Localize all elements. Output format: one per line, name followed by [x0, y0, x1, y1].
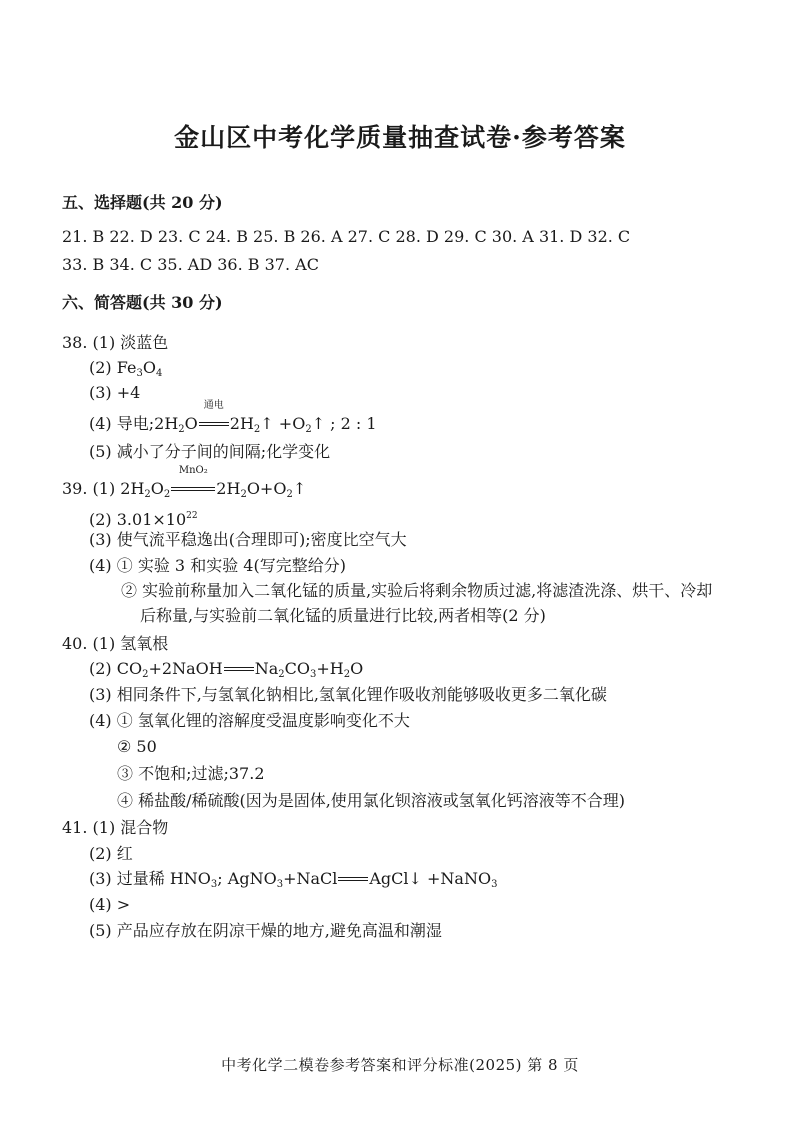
q41-answer-1: 41. (1) 混合物 — [62, 818, 169, 837]
choice-answers-line-1: 21. B 22. D 23. C 24. B 25. B 26. A 27. C 28. D 29. C 30. A 31. D 32. C — [62, 227, 631, 246]
q39-answer-4-part-2-cont: 后称量,与实验前二氧化锰的质量进行比较,两者相等(2 分) — [140, 606, 546, 625]
reaction-equals-sign — [224, 658, 254, 680]
reaction-condition-arrow: 通电 — [199, 413, 229, 435]
q40-answer-2: (2) $CO_2+2NaOH$ $Na_2CO_3+H_2O$ — [89, 659, 364, 680]
q40-answer-4-part-2: ② 50 — [117, 737, 157, 756]
q39-answer-1: 39. (1) $2H_2O_2$ MnO₂ $2H_2O+O_2↑$ — [62, 465, 307, 500]
q38-answer-4: (4) 导电$;2H_2O$ 通电 $2H_2↑$ $+O_2↑$ ; 2 : 1 — [89, 400, 377, 435]
section-5-heading: 五、选择题(共 20 分) — [62, 193, 223, 212]
choice-answers-line-2: 33. B 34. C 35. AD 36. B 37. AC — [62, 255, 319, 274]
q40-answer-4-part-3: ③ 不饱和;过滤;37.2 — [117, 764, 265, 783]
q40-answer-3: (3) 相同条件下,与氢氧化钠相比,氢氧化锂作吸收剂能够吸收更多二氧化碳 — [89, 685, 607, 704]
reaction-equals-sign — [338, 868, 368, 890]
q38-answer-2: (2) $Fe_3O_4$ — [89, 358, 163, 379]
q40-answer-4-part-4: ④ 稀盐酸/稀硫酸(因为是固体,使用氯化钡溶液或氢氧化钙溶液等不合理) — [117, 791, 626, 810]
q41-answer-5: (5) 产品应存放在阴凉干燥的地方,避免高温和潮湿 — [89, 921, 442, 940]
section-6-heading: 六、简答题(共 30 分) — [62, 293, 223, 312]
q41-answer-4: (4) > — [89, 895, 131, 914]
q40-answer-1: 40. (1) 氢氧根 — [62, 634, 169, 653]
page-title: 金山区中考化学质量抽查试卷·参考答案 — [174, 123, 626, 152]
reaction-condition-arrow: MnO₂ — [171, 478, 215, 500]
q39-answer-4: (4) ① 实验 3 和实验 4(写完整给分) — [89, 556, 346, 575]
q39-answer-2: (2) $3.01\times 10^{22}$ — [89, 510, 198, 529]
page-footer: 中考化学二模卷参考答案和评分标准(2025) 第 8 页 — [221, 1056, 579, 1074]
q38-answer-3: (3) +4 — [89, 383, 141, 402]
q38-answer-1: 38. (1) 淡蓝色 — [62, 333, 169, 352]
q39-answer-4-part-2: ② 实验前称量加入二氧化锰的质量,实验后将剩余物质过滤,将滤渣洗涤、烘干、冷却 — [121, 581, 713, 600]
q41-answer-3: (3) 过量稀 $HNO_3$; AgNO$_3$+NaCl AgCl↓ +NaNO$_3$ — [89, 869, 498, 890]
q38-answer-5: (5) 减小了分子间的间隔;化学变化 — [89, 442, 331, 461]
q41-answer-2: (2) 红 — [89, 844, 133, 863]
q40-answer-4: (4) ① 氢氧化锂的溶解度受温度影响变化不大 — [89, 711, 410, 730]
q39-answer-3: (3) 使气流平稳逸出(合理即可);密度比空气大 — [89, 530, 407, 549]
